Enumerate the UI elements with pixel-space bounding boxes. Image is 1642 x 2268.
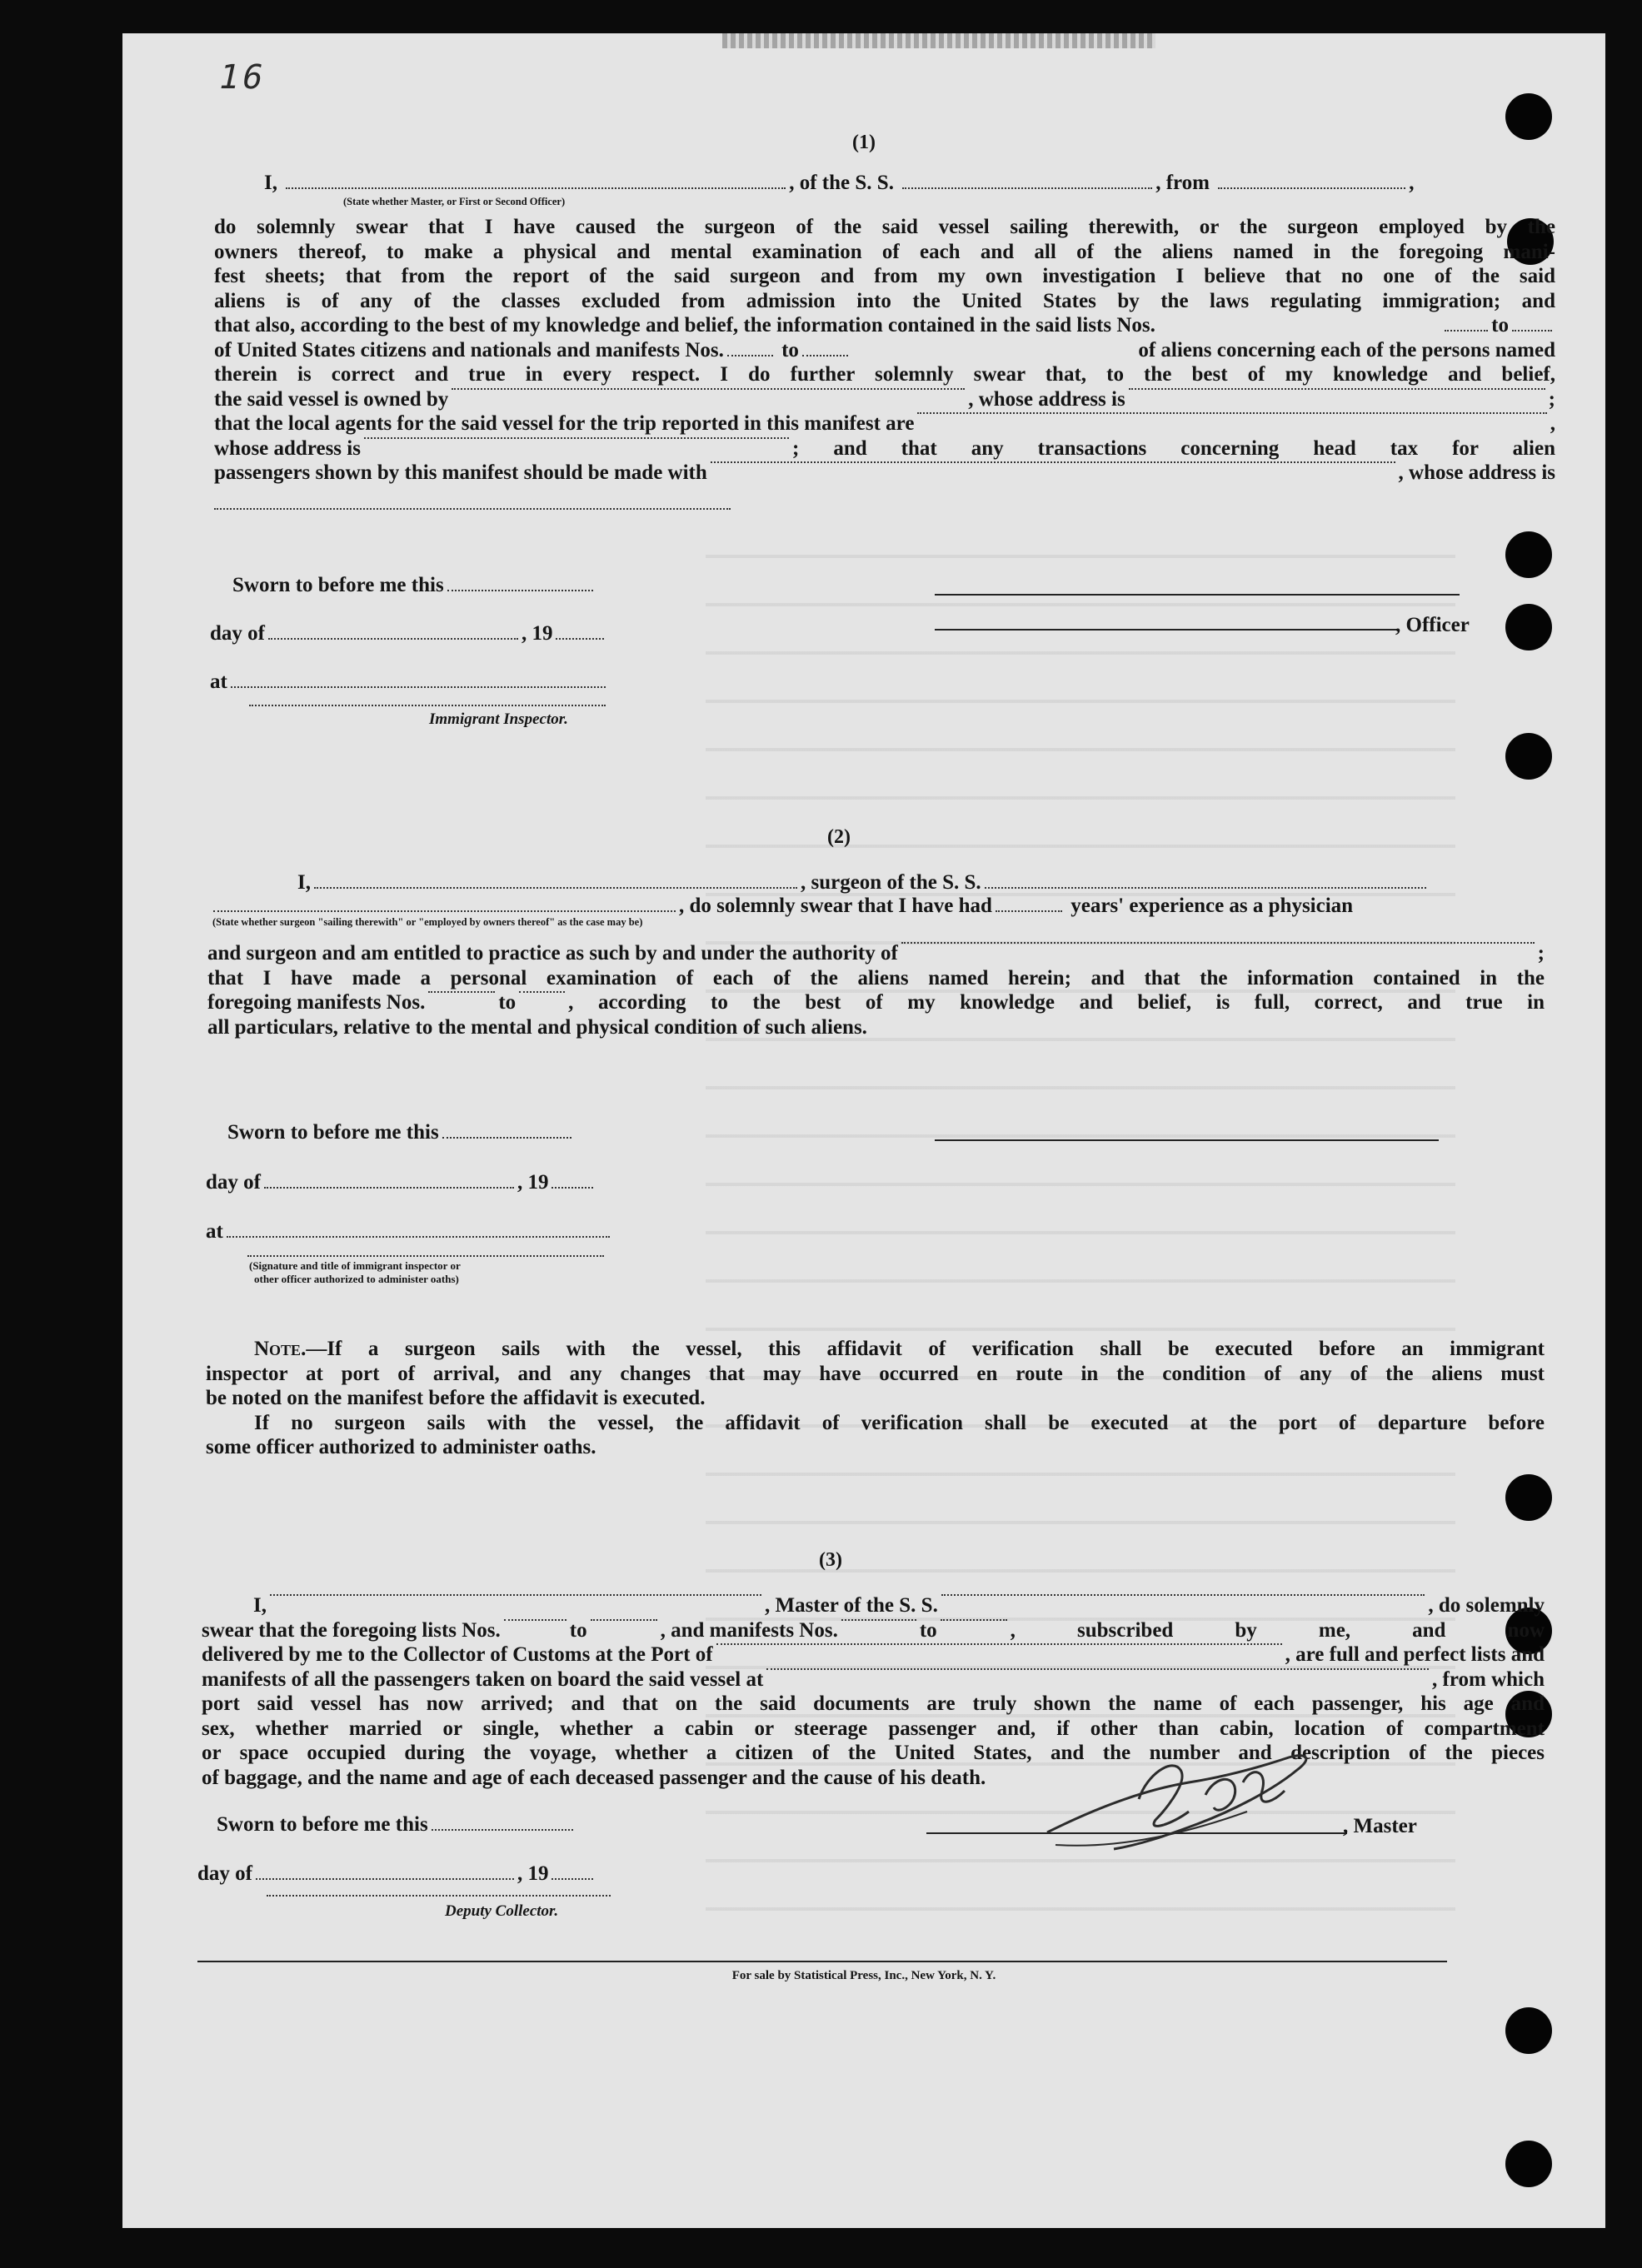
s1-at: at: [210, 670, 609, 695]
punch-hole: [1505, 93, 1552, 140]
s2-signature-caption-1: (Signature and title of immigrant inspector or: [249, 1259, 461, 1272]
punch-hole: [1505, 531, 1552, 578]
punch-hole: [1505, 1474, 1552, 1521]
master-signature: [1039, 1732, 1339, 1866]
s1-paragraph: do solemnly swear that I have caused the surgeon of the said vessel sailing therewith, or the surgeon employed by the owners thereof, to make a physical and mental examination of each and all of the aliens named in the foregoing mani- fest sheets; that from the report of the said surgeon and from my own investigation I believe that no one of the said aliens is of any of the classes excluded from admission into the United States by the laws regulating immigration; and that also, according to the best of my knowledge and belief, the information contained in the said lists Nos. to of United States citizens and nationals and manifests Nos. to of aliens concerning each of the persons named therein is correct and true in every respect. I do further solemnly swear that, to the best of my knowledge and belief, the said vessel is owned by , whose address is ; that the local agents for the said vessel for the trip reported in this manifest are , whose address is ; and that any transactions concerning head tax for alien passengers shown by this manifest should be made with , whose address is: [214, 216, 1555, 484]
s1-inspector-caption: Immigrant Inspector.: [429, 710, 568, 728]
s1-address-rule: [214, 508, 731, 510]
s2-signature-rule: [247, 1255, 604, 1257]
page-number-mark: 16: [215, 58, 271, 97]
s3-deputy-caption: Deputy Collector.: [445, 1902, 559, 1920]
s2-paragraph: and surgeon and am entitled to practice as such by and under the authority of ; that I have made a personal examination of each of the aliens named herein; and that the information contained in the foregoing manifests Nos. to , according to the best of my knowledge and belief, is full, correct, and true in all particulars, relative to the mental and physical condition of such aliens.: [207, 942, 1545, 1039]
s2-note: Note.—If a surgeon sails with the vessel, this affidavit of verification shall be executed before an immigrant inspector at port of arrival, and any changes that may have occurred en route in the condition of any of the aliens must be noted on the manifest before the affidavit is executed. If no surgeon sails with the vessel, the affidavit of verification shall be executed at the port of departure before some officer authorized to administer oaths.: [206, 1338, 1545, 1458]
header-bleed-through: [722, 33, 1155, 48]
s1-officer-line: [935, 629, 1397, 631]
s2-day: day of , 19: [206, 1170, 596, 1195]
punch-hole: [1505, 2007, 1552, 2054]
s3-paragraph: I, , Master of the S. S. , do solemnly swear that the foregoing lists Nos. to , and manifests Nos. to , subscribed by me, and now delivered by me to the Collector of Customs at the Port of , are full and perfect lists and manifests of all the passengers taken on board the said vessel at , from which port said vessel has now arrived; and that on the said documents are truly shown the name of each passenger, his age and sex, whether married or single, whether a cabin or steerage passenger and, if other than cabin, location of compartment or space occupied during the voyage, whether a citizen of the United States, and the number and description of the pieces of baggage, and the name and age of each deceased passenger and the cause of his death.: [202, 1594, 1545, 1789]
s1-signature-line: [935, 594, 1460, 596]
footer-rule: [197, 1961, 1447, 1962]
s3-master-label: , Master: [1343, 1815, 1417, 1837]
s3-day: day of , 19: [197, 1862, 596, 1887]
s1-line-1: I, , of the S. S. , from ,: [264, 172, 1415, 194]
section-2-number: (2): [827, 826, 851, 848]
punch-hole: [1505, 733, 1552, 780]
s2-at: at: [206, 1219, 613, 1244]
s3-sworn: Sworn to before me this: [217, 1812, 576, 1837]
s3-deputy-rule: [267, 1895, 611, 1897]
punch-hole: [1505, 604, 1552, 650]
s2-line-2: , do solemnly swear that I have had years' experience as a physician: [210, 894, 1353, 919]
s1-inspector-rule: [249, 705, 606, 706]
s1-officer-label: , Officer: [1395, 614, 1470, 636]
section-3-number: (3): [819, 1549, 842, 1571]
section-1-number: (1): [852, 132, 876, 153]
punch-hole: [1505, 2141, 1552, 2187]
s1-day: day of , 19: [210, 621, 607, 646]
s2-signature-line: [935, 1139, 1439, 1141]
footer-printer-line: For sale by Statistical Press, Inc., New York, N. Y.: [731, 1969, 996, 1982]
s2-line-1: I, , surgeon of the S. S.: [297, 870, 1430, 895]
s1-sworn: Sworn to before me this: [232, 573, 596, 598]
s2-surgeon-caption: (State whether surgeon "sailing therewith" or "employed by owners thereof" as the case may be): [212, 916, 643, 928]
s2-sworn: Sworn to before me this: [227, 1120, 575, 1145]
document-page: [122, 33, 1605, 2228]
s2-signature-caption-2: other officer authorized to administer oaths): [254, 1273, 459, 1285]
s1-officer-caption: (State whether Master, or First or Second Officer): [343, 196, 566, 207]
